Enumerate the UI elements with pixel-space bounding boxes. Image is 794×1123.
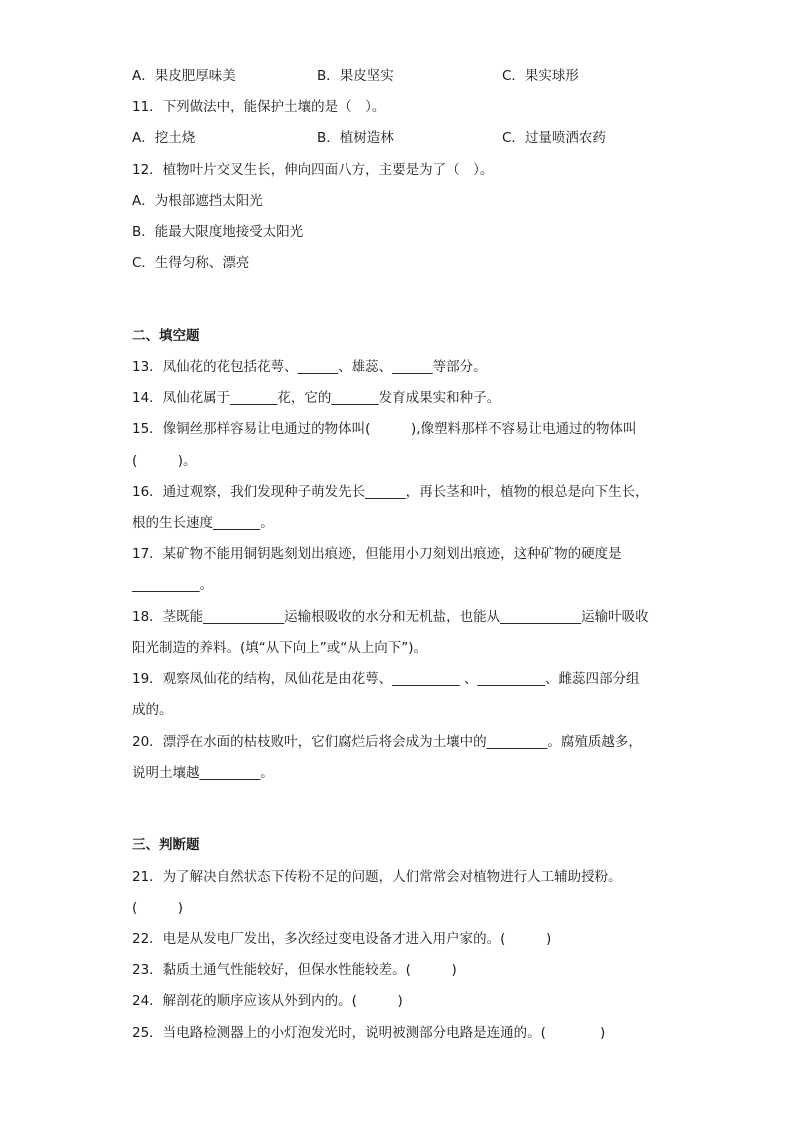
q21-line2: ( ) — [132, 900, 184, 916]
q18-line2: 阳光制造的养料。(填“从下向上”或“从上向下”)。 — [132, 640, 428, 656]
q14: 14．凤仙花属于_______花，它的_______发育成果实和种子。 — [132, 390, 501, 406]
q12-option-c: C．生得匀称、漂亮 — [132, 255, 250, 271]
q18-line1: 18．茎既能____________运输根吸收的水分和无机盐，也能从____________运输叶吸收 — [132, 609, 649, 625]
q10-option-a: A．果皮肥厚味美 — [132, 68, 236, 84]
q16-line1: 16．通过观察，我们发现种子萌发先长______，再长茎和叶，植物的根总是向下生长， — [132, 484, 649, 500]
q11-option-b: B．植树造林 — [317, 130, 394, 146]
q16-line2: 根的生长速度_______。 — [132, 515, 274, 531]
q13: 13．凤仙花的花包括花萼、______、雄蕊、______等部分。 — [132, 359, 487, 375]
q20-line1: 20．漂浮在水面的枯枝败叶，它们腐烂后将会成为土壤中的_________。腐殖质越多， — [132, 734, 642, 750]
q17-line2: __________。 — [132, 577, 213, 593]
section-judgment-title: 三、判断题 — [132, 837, 200, 853]
q12-stem: 12．植物叶片交叉生长，伸向四面八方，主要是为了（ ）。 — [132, 162, 494, 178]
q19-line1: 19．观察凤仙花的结构，凤仙花是由花萼、__________ 、__________、雌蕊四部分组 — [132, 671, 640, 687]
q10-option-b: B．果皮坚实 — [317, 68, 394, 84]
q23: 23．黏质土通气性能较好，但保水性能较差。( ) — [132, 962, 457, 978]
q11-stem: 11．下列做法中，能保护土壤的是（ ）。 — [132, 99, 386, 115]
q20-line2: 说明土壤越_________。 — [132, 765, 274, 781]
q17-line1: 17．某矿物不能用铜钥匙刻划出痕迹，但能用小刀刻划出痕迹，这种矿物的硬度是 — [132, 546, 622, 562]
q25: 25．当电路检测器上的小灯泡发光时，说明被测部分电路是连通的。( ) — [132, 1025, 606, 1041]
section-fill-blank-title: 二、填空题 — [132, 328, 200, 344]
q24: 24．解剖花的顺序应该从外到内的。( ) — [132, 993, 403, 1009]
q19-line2: 成的。 — [132, 702, 173, 718]
q15-line1: 15．像铜丝那样容易让电通过的物体叫( ),像塑料那样不容易让电通过的物体叫 — [132, 421, 637, 437]
q12-option-a: A．为根部遮挡太阳光 — [132, 193, 263, 209]
q12-option-b: B．能最大限度地接受太阳光 — [132, 224, 304, 240]
q11-option-c: C．过量喷洒农药 — [502, 130, 606, 146]
q15-line2: ( )。 — [132, 453, 197, 469]
q21-line1: 21．为了解决自然状态下传粉不足的问题，人们常常会对植物进行人工辅助授粉。 — [132, 869, 622, 885]
q22: 22．电是从发电厂发出，多次经过变电设备才进入用户家的。( ) — [132, 931, 552, 947]
q10-option-c: C．果实球形 — [502, 68, 579, 84]
q11-option-a: A．挖土烧 — [132, 130, 196, 146]
